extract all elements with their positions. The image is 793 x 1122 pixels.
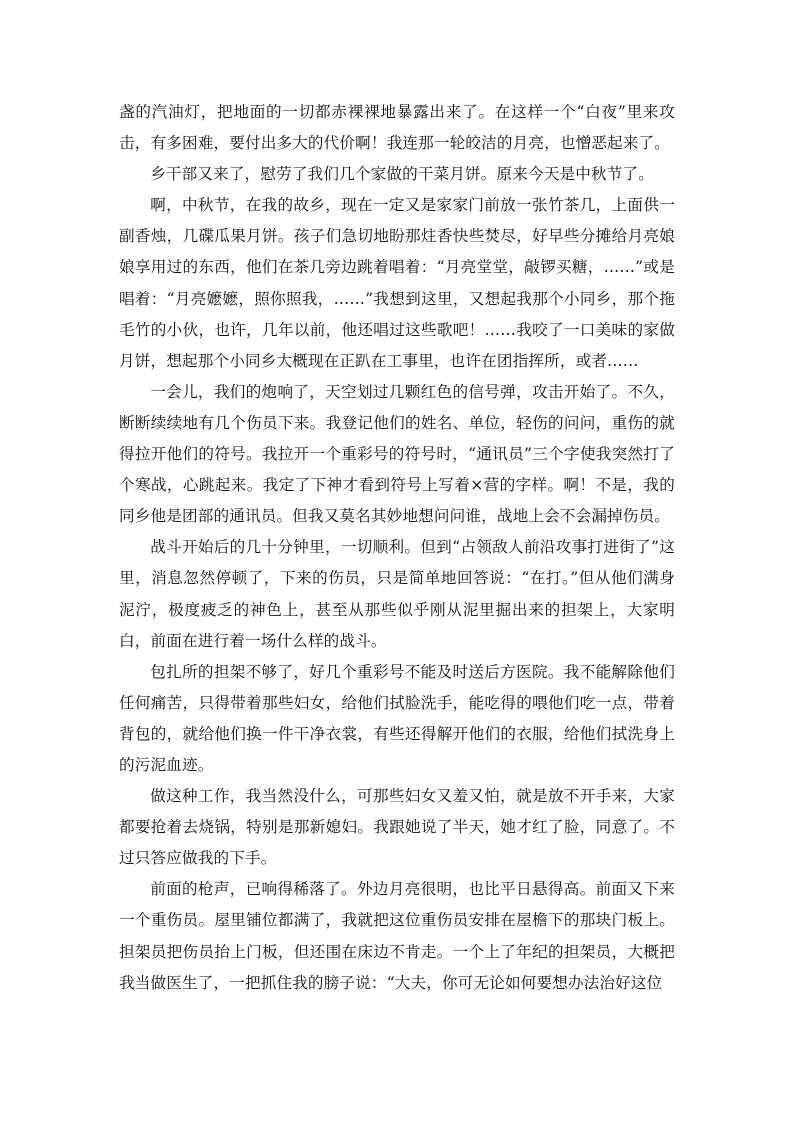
story-text [119,97,675,999]
paragraph-continued: 盏的汽油灯，把地面的一切都赤裸裸地暴露出来了。在这样一个“白夜”里来攻击，有多困难，要付出多大的代价啊！我连那一轮皎洁的月亮，也憎恶起来了。 [119,103,675,153]
paragraph: 战斗开始后的几十分钟里，一切顺利。但到“占领敌人前沿攻事打进街了”这里，消息忽然停顿了，下来的伤员，只是简单地回答说：“在打。”但从他们满身泥泞，极度疲乏的神色上，甚至从那些似乎刚从泥里掘出来的担架上，大家明白，前面在进行着一场什么样的战斗。 [119,538,675,650]
paragraph: 乡干部又来了，慰劳了我们几个家做的干菜月饼。原来今天是中秋节了。 [150,165,654,184]
paragraph: 前面的枪声，已响得稀落了。外边月亮很明，也比平日悬得高。前面又下来一个重伤员。屋里铺位都满了，我就把这位重伤员安排在屋檐下的那块门板上。担架员把伤员抬上门板，但还围在床边不肯走。一个上了年纪的担架员，大概把我当做医生了，一把抓住我的膀子说：“大夫，你可无论如何要想办法治好这位 [119,880,675,992]
paragraph: 啊，中秋节，在我的故乡，现在一定又是家家门前放一张竹茶几，上面供一副香烛，几碟瓜果月饼。孩子们急切地盼那炷香快些焚尽，好早些分摊给月亮娘娘享用过的东西，他们在茶几旁边跳着唱着：“月亮堂堂，敲锣买糖，……”或是唱着：“月亮嬷嬷，照你照我，……”我想到这里，又想起我那个小同乡，那个拖毛竹的小伙，也许，几年以前，他还唱过这些歌吧！……我咬了一口美味的家做月饼，想起那个小同乡大概现在正趴在工事里，也许在团指挥所，或者…… [119,196,675,370]
paragraph: 包扎所的担架不够了，好几个重彩号不能及时送后方医院。我不能解除他们任何痛苦，只得带着那些妇女，给他们拭脸洗手，能吃得的喂他们吃一点，带着背包的，就给他们换一件干净衣裳，有些还得解开他们的衣服，给他们拭洗身上的污泥血迹。 [119,662,675,774]
paragraph: 一会儿，我们的炮响了，天空划过几颗红色的信号弹，攻击开始了。不久，断断续续地有几个伤员下来。我登记他们的姓名、单位，轻伤的问问，重伤的就得拉开他们的符号。我拉开一个重彩号的符号时，“通讯员”三个字使我突然打了个寒战，心跳起来。我定了下神才看到符号上写着×营的字样。啊！不是，我的同乡他是团部的通讯员。但我又莫名其妙地想问问谁，战地上会不会漏掉伤员。 [119,382,675,526]
paragraph: 做这种工作，我当然没什么，可那些妇女又羞又怕，就是放不开手来，大家都要抢着去烧锅，特别是那新媳妇。我跟她说了半天，她才红了脸，同意了。不过只答应做我的下手。 [119,787,675,868]
